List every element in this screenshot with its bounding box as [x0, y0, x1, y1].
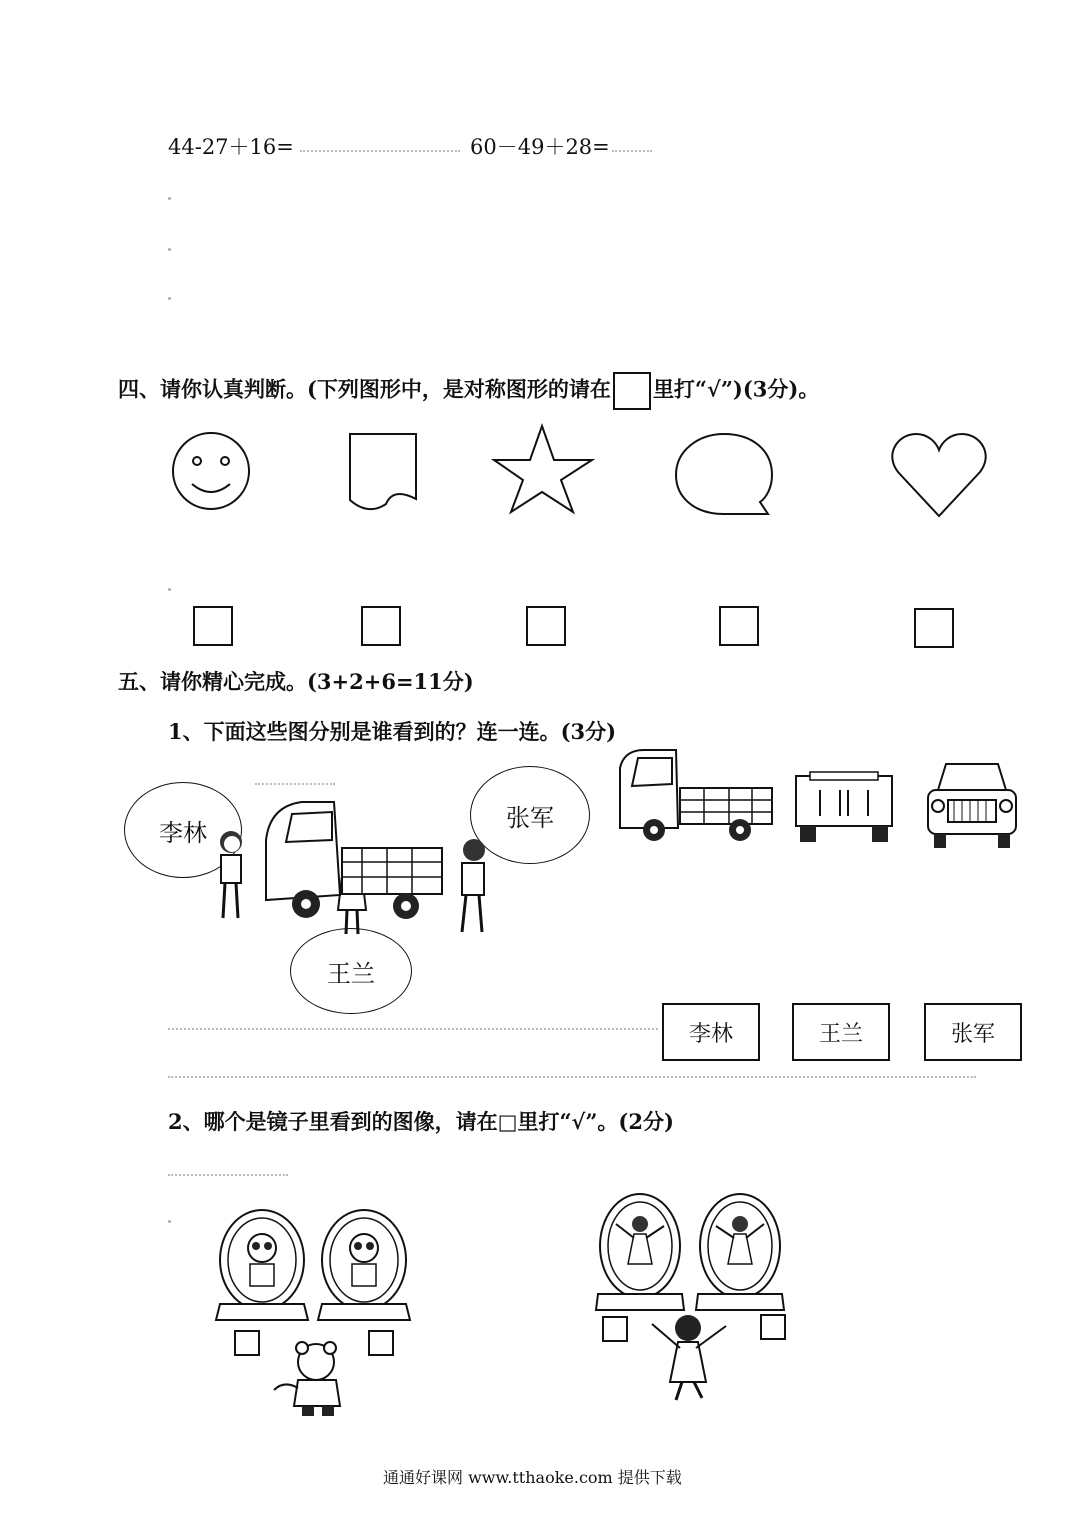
dotted-rule [168, 1076, 976, 1078]
dotted-rule [168, 1174, 288, 1176]
bubble-label: 张军 [506, 803, 554, 832]
inline-checkbox-symbol [613, 372, 651, 410]
girl-mirrors-illustration [594, 1194, 788, 1314]
truck-rear-view [792, 770, 896, 846]
truck-side-view [614, 748, 776, 840]
child-zhang-jun-illustration [454, 838, 490, 936]
checkbox-folded-page[interactable] [361, 606, 401, 646]
section4-title [118, 372, 819, 410]
bubble-label: 王兰 [327, 959, 375, 988]
checkbox-smiley[interactable] [193, 606, 233, 646]
checkbox-star[interactable] [526, 606, 566, 646]
truck-front-view [924, 760, 1020, 850]
dotted-rule [255, 783, 335, 785]
checkbox-panda-left[interactable] [234, 1330, 260, 1356]
heart-shape [890, 432, 988, 520]
panda-mirrors-illustration [214, 1210, 414, 1324]
answer-box-label: 王兰 [818, 1021, 863, 1047]
answer-blank-2[interactable] [612, 150, 652, 152]
margin-dot [168, 588, 171, 591]
truck-center-illustration [262, 800, 446, 922]
footer-source: 通通好课网 www.tthaoke.com 提供下载 [383, 1468, 682, 1487]
folded-page-shape [348, 432, 420, 517]
checkbox-girl-right[interactable] [760, 1314, 786, 1340]
answer-box-li-lin[interactable] [662, 1003, 760, 1061]
star-shape [492, 424, 596, 514]
bubble-wang-lan [290, 928, 412, 1014]
dotted-rule [168, 1028, 658, 1030]
margin-dot [168, 1220, 171, 1223]
margin-dot [168, 248, 171, 251]
q2-prompt: 2、哪个是镜子里看到的图像，请在□里打“√”。(2分) [168, 1109, 674, 1134]
margin-dot [168, 197, 171, 200]
checkbox-girl-left[interactable] [602, 1316, 628, 1342]
checkbox-panda-right[interactable] [368, 1330, 394, 1356]
girl-back-illustration [646, 1312, 732, 1404]
child-li-lin-illustration [214, 830, 248, 922]
answer-box-zhang-jun[interactable] [924, 1003, 1022, 1061]
section4-title-part1: 四、请你认真判断。(下列图形中，是对称图形的请在 [118, 376, 611, 402]
answer-box-label: 张军 [950, 1021, 995, 1047]
section4-title-part2: 里打“√”)(3分)。 [652, 376, 820, 402]
speech-bubble-shape [674, 432, 776, 518]
section5-title: 五、请你精心完成。(3+2+6=11分) [118, 669, 474, 694]
smiley-face-shape [170, 430, 252, 512]
calc-expression-1: 44-27＋16= [168, 135, 294, 159]
panda-back-illustration [270, 1340, 354, 1420]
q1-prompt: 1、下面这些图分别是谁看到的？连一连。(3分) [168, 719, 617, 744]
answer-box-wang-lan[interactable] [792, 1003, 890, 1061]
margin-dot [168, 297, 171, 300]
bubble-label: 李林 [159, 818, 207, 847]
answer-blank-1[interactable] [300, 150, 460, 152]
calc-expression-2: 60－49＋28= [470, 135, 610, 159]
answer-box-label: 李林 [688, 1021, 733, 1047]
checkbox-speech-bubble[interactable] [719, 606, 759, 646]
checkbox-heart[interactable] [914, 608, 954, 648]
